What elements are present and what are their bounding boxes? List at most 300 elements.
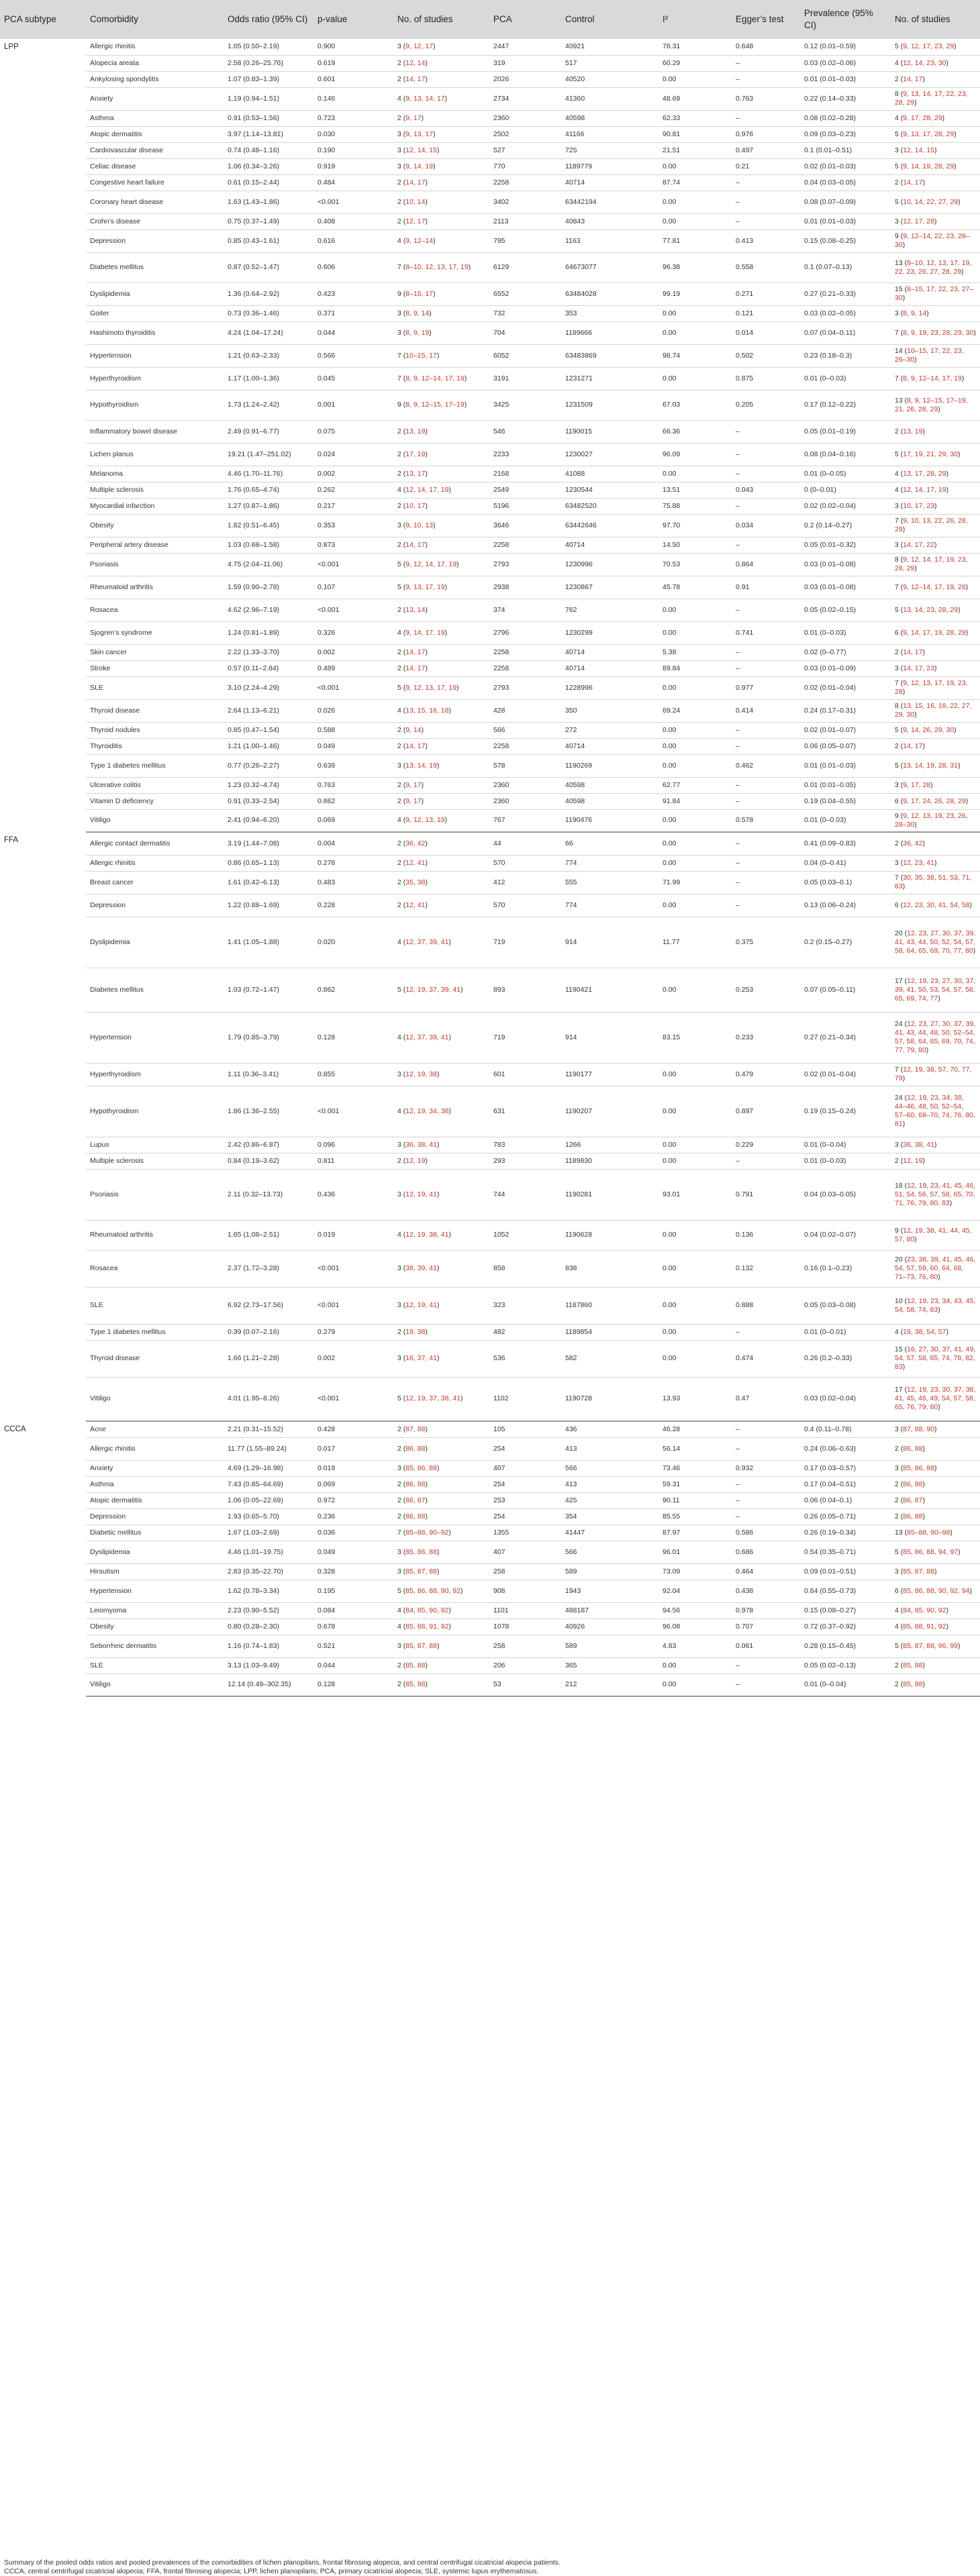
- study-count: 2: [397, 1444, 401, 1453]
- prevalence-cell: 0.01 (0–0.04): [800, 1673, 891, 1696]
- odds-ratio-cell: 4.46 (1.70–11.76): [224, 466, 313, 482]
- table-row: [0, 191, 980, 213]
- i2-cell: 0.00: [658, 71, 732, 87]
- prevalence-studies-cell: 9 (9, 12, 13, 19, 23, 26, 28–30): [891, 809, 980, 832]
- control-count-cell: 1230996: [561, 553, 658, 576]
- prevalence-studies-cell: 24 (12, 23, 27, 30, 37, 39, 41, 43, 44, 48, 50, 52–54, 57, 58, 64, 65, 69, 70, 74, 77, 79, 80): [891, 1012, 980, 1063]
- table-row: [0, 644, 980, 660]
- pca-count-cell: 428: [489, 699, 561, 722]
- study-count: 15: [895, 1345, 903, 1353]
- p-value-cell: 0.278: [313, 855, 393, 871]
- study-count: 6: [895, 796, 899, 805]
- control-count-cell: 566: [561, 1541, 658, 1563]
- pca-count-cell: 546: [489, 420, 561, 443]
- study-references: 9, 14, 26, 29, 30: [903, 725, 954, 734]
- study-count: 4: [397, 1231, 401, 1239]
- study-references: 12, 41: [405, 858, 426, 867]
- study-references: 12, 19, 23, 27, 30, 37, 39, 41, 50, 53, 54, 57, 58, 65, 69, 74, 77: [895, 976, 976, 1002]
- p-value-cell: 0.483: [313, 871, 393, 894]
- pca-count-cell: 578: [489, 754, 561, 777]
- study-references: 14, 17: [405, 540, 426, 549]
- pca-count-cell: 536: [489, 1340, 561, 1377]
- pca-count-cell: 704: [489, 321, 561, 344]
- i2-cell: 0.00: [658, 1324, 732, 1340]
- control-count-cell: 365: [561, 1657, 658, 1673]
- prevalence-studies-cell: 13 (8, 9, 12–15, 17–19, 21, 26, 28, 29): [891, 390, 980, 420]
- comorbidity-cell: Goiter: [86, 305, 224, 321]
- pca-count-cell: 258: [489, 1635, 561, 1657]
- i2-cell: 11.77: [658, 917, 732, 968]
- study-references: 9, 12, 17: [405, 42, 434, 51]
- p-value-cell: 0.044: [313, 1657, 393, 1673]
- study-references: 85, 87, 88: [405, 1567, 437, 1576]
- comorbidity-cell: Type 1 diabetes mellitus: [86, 754, 224, 777]
- pca-count-cell: 601: [489, 1063, 561, 1086]
- comorbidity-cell: Inflammatory bowel disease: [86, 420, 224, 443]
- control-count-cell: 1163: [561, 229, 658, 252]
- i2-cell: 0.00: [658, 754, 732, 777]
- study-references: 9, 12, 14, 17, 19, 23, 28, 29: [895, 556, 968, 572]
- control-count-cell: 1230299: [561, 621, 658, 644]
- control-count-cell: 555: [561, 871, 658, 894]
- pca-count-cell: 2168: [489, 466, 561, 482]
- i2-cell: 83.15: [658, 1012, 732, 1063]
- odds-ratio-cell: 1.73 (1.24–2.42): [224, 390, 313, 420]
- study-count: 4: [397, 236, 401, 245]
- studies-cell: 2 (9, 17): [393, 793, 489, 809]
- study-references: 9, 14, 17, 19: [405, 628, 445, 637]
- table-row: [0, 917, 980, 968]
- study-references: 8, 9, 12–15, 17–19, 21, 26, 28, 29: [895, 396, 968, 413]
- comorbidity-cell: Obesity: [86, 1618, 224, 1635]
- odds-ratio-cell: 0.77 (0.26–2.27): [224, 754, 313, 777]
- egger-test-cell: –: [732, 1437, 800, 1460]
- prevalence-studies-cell: 3 (9, 17, 28): [891, 777, 980, 793]
- egger-test-cell: –: [732, 1673, 800, 1696]
- studies-cell: 2 (13, 17): [393, 466, 489, 482]
- prevalence-cell: 0.01 (0–0.05): [800, 466, 891, 482]
- table-row: [0, 142, 980, 158]
- prevalence-studies-cell: 4 (13, 17, 28, 29): [891, 466, 980, 482]
- studies-cell: 3 (36, 38, 41): [393, 1137, 489, 1153]
- pca-count-cell: 2233: [489, 443, 561, 466]
- control-count-cell: 413: [561, 1476, 658, 1492]
- p-value-cell: 0.017: [313, 1437, 393, 1460]
- study-references: 12, 17, 28: [903, 217, 934, 225]
- prevalence-studies-cell: 3 (85, 86, 88): [891, 1460, 980, 1476]
- study-references: 10, 14, 22, 27, 29: [903, 197, 958, 206]
- pca-count-cell: 2502: [489, 126, 561, 142]
- odds-ratio-cell: 12.14 (0.49–302.35): [224, 1673, 313, 1696]
- pca-count-cell: 6129: [489, 252, 561, 282]
- study-references: 36, 38, 41: [903, 1140, 934, 1149]
- study-count: 2: [397, 217, 401, 225]
- control-count-cell: 436: [561, 1421, 658, 1437]
- table-row: [0, 553, 980, 576]
- i2-cell: 62.77: [658, 777, 732, 793]
- study-references: 85, 88: [903, 1680, 923, 1689]
- p-value-cell: 0.408: [313, 213, 393, 229]
- control-count-cell: 582: [561, 1340, 658, 1377]
- study-count: 2: [397, 878, 401, 886]
- prevalence-cell: 0.02 (0.01–0.07): [800, 722, 891, 738]
- pca-count-cell: 2793: [489, 676, 561, 699]
- table-row: [0, 1153, 980, 1169]
- egger-test-cell: 0.132: [732, 1250, 800, 1287]
- control-count-cell: 914: [561, 1012, 658, 1063]
- p-value-cell: 0.900: [313, 39, 393, 55]
- table-row: [0, 1063, 980, 1086]
- odds-ratio-cell: 11.77 (1.55–89.24): [224, 1437, 313, 1460]
- studies-cell: 4 (9, 13, 14, 17): [393, 87, 489, 110]
- table-row: [0, 1602, 980, 1618]
- odds-ratio-cell: 1.36 (0.64–2.92): [224, 282, 313, 305]
- i2-cell: 67.03: [658, 390, 732, 420]
- egger-test-cell: –: [732, 894, 800, 917]
- study-count: 20: [895, 1255, 903, 1264]
- control-count-cell: 1189830: [561, 1153, 658, 1169]
- study-count: 4: [895, 1622, 899, 1631]
- egger-test-cell: –: [732, 599, 800, 621]
- prevalence-cell: 0.03 (0.02–0.05): [800, 305, 891, 321]
- study-count: 2: [397, 197, 401, 206]
- table-row: [0, 498, 980, 514]
- control-count-cell: 1230544: [561, 482, 658, 498]
- comorbidity-cell: Skin cancer: [86, 644, 224, 660]
- p-value-cell: 0.489: [313, 660, 393, 676]
- study-references: 13, 14, 23, 28, 29: [903, 605, 958, 614]
- comorbidity-cell: Obesity: [86, 514, 224, 537]
- comorbidity-cell: Depression: [86, 1508, 224, 1525]
- study-count: 7: [895, 874, 899, 882]
- studies-cell: 3 (85, 87, 88): [393, 1635, 489, 1657]
- p-value-cell: 0.811: [313, 1153, 393, 1169]
- i2-cell: 66.36: [658, 420, 732, 443]
- study-count: 2: [397, 1661, 401, 1669]
- pca-count-cell: 6552: [489, 282, 561, 305]
- study-count: 4: [895, 58, 899, 67]
- table-row: [0, 1618, 980, 1635]
- pca-count-cell: 1052: [489, 1220, 561, 1250]
- comorbidity-cell: Thyroiditis: [86, 738, 224, 754]
- table-row: [0, 1137, 980, 1153]
- study-count: 4: [397, 937, 401, 946]
- study-references: 13, 14, 19, 28, 31: [903, 761, 958, 770]
- control-count-cell: 413: [561, 1437, 658, 1460]
- subtype-cell: FFA: [4, 836, 19, 844]
- prevalence-cell: 0.01 (0–0.03): [800, 367, 891, 390]
- i2-cell: 89.84: [658, 660, 732, 676]
- studies-cell: 2 (14, 17): [393, 738, 489, 754]
- p-value-cell: 0.019: [313, 1220, 393, 1250]
- study-count: 2: [895, 1444, 899, 1453]
- study-references: 14, 17: [903, 648, 923, 656]
- study-count: 2: [895, 1156, 899, 1165]
- study-count: 2: [397, 1480, 401, 1488]
- egger-test-cell: 0.479: [732, 1063, 800, 1086]
- study-count: 3: [397, 162, 401, 170]
- prevalence-studies-cell: 3 (10, 17, 23): [891, 498, 980, 514]
- studies-cell: 3 (9, 14, 19): [393, 158, 489, 174]
- study-references: 12, 19: [405, 1156, 426, 1165]
- prevalence-cell: 0.02 (0.01–0.03): [800, 158, 891, 174]
- odds-ratio-cell: 4.46 (1.01–19.75): [224, 1541, 313, 1563]
- prevalence-cell: 0.02 (0.02–0.04): [800, 498, 891, 514]
- study-count: 2: [397, 839, 401, 847]
- i2-cell: 5.38: [658, 644, 732, 660]
- study-references: 12, 14, 17, 19: [903, 485, 946, 494]
- prevalence-cell: 0.05 (0.03–0.1): [800, 871, 891, 894]
- study-references: 35, 38: [405, 878, 426, 886]
- study-references: 19, 38: [405, 1327, 426, 1336]
- study-references: 14, 17: [405, 741, 426, 750]
- pca-count-cell: 908: [489, 1580, 561, 1602]
- odds-ratio-cell: 2.58 (0.26–25.76): [224, 55, 313, 71]
- study-references: 85, 88: [903, 1661, 923, 1669]
- control-count-cell: 1187860: [561, 1287, 658, 1324]
- prevalence-studies-cell: 9 (12, 19, 38, 41, 44, 45, 57, 80): [891, 1220, 980, 1250]
- control-count-cell: 488187: [561, 1602, 658, 1618]
- prevalence-studies-cell: 6 (9, 14, 17, 19, 28, 29): [891, 621, 980, 644]
- study-count: 2: [397, 540, 401, 549]
- odds-ratio-cell: 0.80 (0.28–2.30): [224, 1618, 313, 1635]
- comorbidity-cell: Myocardial infarction: [86, 498, 224, 514]
- egger-test-cell: 0.586: [732, 1525, 800, 1541]
- control-count-cell: 40598: [561, 110, 658, 126]
- study-count: 7: [895, 374, 899, 382]
- control-count-cell: 41447: [561, 1525, 658, 1541]
- egger-test-cell: –: [732, 498, 800, 514]
- study-references: 9, 17: [405, 780, 422, 789]
- study-references: 86, 88: [405, 1512, 426, 1521]
- pca-count-cell: 3402: [489, 191, 561, 213]
- study-references: 85–88, 90–98: [907, 1528, 950, 1537]
- study-count: 3: [397, 42, 401, 51]
- study-references: 86, 88: [903, 1480, 923, 1488]
- i2-cell: 48.69: [658, 87, 732, 110]
- study-count: 4: [895, 113, 899, 122]
- table-row: [0, 482, 980, 498]
- study-count: 2: [397, 427, 401, 435]
- comorbidity-cell: SLE: [86, 1287, 224, 1324]
- p-value-cell: 0.566: [313, 344, 393, 367]
- col-header-studies-prevalence: No. of studies: [891, 0, 980, 39]
- study-references: 14, 17: [903, 178, 923, 187]
- study-count: 2: [397, 664, 401, 672]
- study-count: 2: [397, 58, 401, 67]
- control-count-cell: 40598: [561, 777, 658, 793]
- prevalence-studies-cell: 7 (12, 19, 38, 57, 70, 77, 79): [891, 1063, 980, 1086]
- study-count: 7: [895, 582, 899, 591]
- control-count-cell: 762: [561, 599, 658, 621]
- prevalence-cell: 0.27 (0.21–0.33): [800, 282, 891, 305]
- study-references: 12, 19, 23, 34, 38, 44–46, 48, 50, 52–54, 57–60, 68–70, 74, 76, 80, 81: [895, 1094, 975, 1128]
- egger-test-cell: 0.043: [732, 482, 800, 498]
- studies-cell: 2 (14, 17): [393, 71, 489, 87]
- studies-cell: 9 (8, 9, 12–15, 17–19): [393, 390, 489, 420]
- odds-ratio-cell: 19.21 (1.47–251.02): [224, 443, 313, 466]
- study-count: 2: [397, 725, 401, 734]
- study-references: 9, 12, 13, 17, 19, 23, 28: [895, 679, 968, 696]
- study-count: 3: [895, 309, 899, 317]
- comorbidity-cell: Congestive heart failure: [86, 174, 224, 191]
- p-value-cell: 0.236: [313, 1508, 393, 1525]
- i2-cell: 75.88: [658, 498, 732, 514]
- i2-cell: 0.00: [658, 1063, 732, 1086]
- i2-cell: 71.99: [658, 871, 732, 894]
- study-count: 2: [397, 1156, 401, 1165]
- control-count-cell: 40714: [561, 660, 658, 676]
- prevalence-cell: 0.03 (0.01–0.08): [800, 576, 891, 599]
- study-count: 7: [397, 263, 401, 271]
- prevalence-cell: 0.01 (0.01–0.03): [800, 754, 891, 777]
- prevalence-studies-cell: 9 (9, 12–14, 22, 23, 28–30): [891, 229, 980, 252]
- comorbidity-cell: Depression: [86, 229, 224, 252]
- odds-ratio-cell: 1.41 (1.05–1.88): [224, 917, 313, 968]
- table-row: [0, 420, 980, 443]
- odds-ratio-cell: 0.75 (0.37–1.49): [224, 213, 313, 229]
- prevalence-cell: 0.24 (0.06–0.63): [800, 1437, 891, 1460]
- study-references: 9, 14: [405, 725, 422, 734]
- study-references: 10, 14: [405, 197, 426, 206]
- prevalence-studies-cell: 7 (8, 9, 12–14, 17, 19): [891, 367, 980, 390]
- studies-cell: 2 (9, 14): [393, 722, 489, 738]
- i2-cell: 97.70: [658, 514, 732, 537]
- odds-ratio-cell: 1.06 (0.05–22.69): [224, 1492, 313, 1508]
- comorbidity-cell: Rosacea: [86, 599, 224, 621]
- p-value-cell: 0.371: [313, 305, 393, 321]
- odds-ratio-cell: 1.24 (0.81–1.89): [224, 621, 313, 644]
- comorbidity-cell: Thyroid nodules: [86, 722, 224, 738]
- pca-count-cell: 293: [489, 1153, 561, 1169]
- studies-cell: 2 (12, 41): [393, 855, 489, 871]
- prevalence-studies-cell: 3 (36, 38, 41): [891, 1137, 980, 1153]
- study-count: 3: [397, 309, 401, 317]
- study-count: 5: [895, 1641, 899, 1650]
- pca-count-cell: 53: [489, 1673, 561, 1696]
- studies-cell: 2 (13, 14): [393, 599, 489, 621]
- p-value-cell: 0.436: [313, 1169, 393, 1220]
- table-row: [0, 968, 980, 1012]
- pca-count-cell: 2113: [489, 213, 561, 229]
- studies-cell: 9 (8–15, 17): [393, 282, 489, 305]
- study-references: 87, 88: [405, 1425, 426, 1433]
- study-count: 5: [895, 725, 899, 734]
- study-count: 4: [397, 706, 401, 715]
- study-count: 2: [895, 839, 899, 847]
- study-count: 4: [397, 485, 401, 494]
- pca-count-cell: 570: [489, 855, 561, 871]
- i2-cell: 4.83: [658, 1635, 732, 1657]
- odds-ratio-cell: 6.92 (2.73–17.56): [224, 1287, 313, 1324]
- study-references: 36, 42: [405, 839, 426, 847]
- p-value-cell: <0.001: [313, 1250, 393, 1287]
- pca-count-cell: 1101: [489, 1602, 561, 1618]
- prevalence-cell: 0.72 (0.37–0.92): [800, 1618, 891, 1635]
- odds-ratio-cell: 1.76 (0.65–4.74): [224, 482, 313, 498]
- table-row: [0, 660, 980, 676]
- control-count-cell: 40714: [561, 738, 658, 754]
- prevalence-cell: 0.19 (0.04–0.55): [800, 793, 891, 809]
- study-count: 24: [895, 1094, 903, 1102]
- pca-count-cell: 2549: [489, 482, 561, 498]
- study-count: 3: [895, 1425, 899, 1433]
- study-references: 14, 17, 23: [903, 664, 934, 672]
- study-count: 13: [895, 1528, 903, 1537]
- control-count-cell: 40520: [561, 71, 658, 87]
- comorbidity-cell: Rheumatoid arthritis: [86, 1220, 224, 1250]
- egger-test-cell: 0.741: [732, 621, 800, 644]
- study-references: 86, 88: [903, 1512, 923, 1521]
- p-value-cell: 0.588: [313, 722, 393, 738]
- i2-cell: 77.81: [658, 229, 732, 252]
- table-row: [0, 1673, 980, 1696]
- pca-count-cell: 407: [489, 1541, 561, 1563]
- control-count-cell: 63482520: [561, 498, 658, 514]
- prevalence-studies-cell: 7 (30, 35, 38, 51, 53, 71, 83): [891, 871, 980, 894]
- table-row: [0, 466, 980, 482]
- p-value-cell: 0.036: [313, 1525, 393, 1541]
- comorbidity-cell: Allergic rhinitis: [86, 855, 224, 871]
- p-value-cell: <0.001: [313, 553, 393, 576]
- comorbidity-cell: Anxiety: [86, 1460, 224, 1476]
- comorbidity-cell: Hypertension: [86, 1012, 224, 1063]
- studies-cell: 2 (87, 88): [393, 1421, 489, 1437]
- i2-cell: 46.28: [658, 1421, 732, 1437]
- odds-ratio-cell: 3.13 (1.03–9.49): [224, 1657, 313, 1673]
- prevalence-cell: 0.12 (0.01–0.59): [800, 39, 891, 55]
- studies-cell: 2 (85, 88): [393, 1657, 489, 1673]
- study-count: 5: [397, 1586, 401, 1595]
- study-count: 3: [895, 146, 899, 154]
- prevalence-studies-cell: 3 (14, 17, 23): [891, 660, 980, 676]
- i2-cell: 0.00: [658, 621, 732, 644]
- comorbidity-cell: Cardiovascular disease: [86, 142, 224, 158]
- prevalence-studies-cell: 2 (36, 42): [891, 832, 980, 855]
- comorbidity-cell: Hyperthyroidism: [86, 367, 224, 390]
- i2-cell: 87.74: [658, 174, 732, 191]
- study-references: 9, 12, 13, 19: [405, 816, 445, 825]
- pca-count-cell: 767: [489, 809, 561, 832]
- p-value-cell: <0.001: [313, 191, 393, 213]
- i2-cell: 73.46: [658, 1460, 732, 1476]
- control-count-cell: 838: [561, 1250, 658, 1287]
- pca-count-cell: 3191: [489, 367, 561, 390]
- study-references: 9, 12, 17, 23, 29: [903, 42, 954, 51]
- p-value-cell: 0.004: [313, 832, 393, 855]
- study-references: 12, 19, 23, 30, 37, 38, 41, 45, 46, 49, 54, 57, 58, 65, 76, 79, 80: [895, 1386, 976, 1412]
- study-references: 12, 19, 41: [405, 1190, 437, 1198]
- control-count-cell: 40598: [561, 793, 658, 809]
- control-count-cell: 40714: [561, 644, 658, 660]
- egger-test-cell: 0.648: [732, 39, 800, 55]
- p-value-cell: 0.606: [313, 252, 393, 282]
- control-count-cell: 40843: [561, 213, 658, 229]
- table-row: [0, 1563, 980, 1580]
- table-row: [0, 174, 980, 191]
- comorbidity-cell: Hypertension: [86, 344, 224, 367]
- prevalence-cell: 0.09 (0.01–0.51): [800, 1563, 891, 1580]
- study-references: 13, 19: [405, 427, 426, 435]
- i2-cell: 96.38: [658, 252, 732, 282]
- table-row: [0, 832, 980, 855]
- table-row: [0, 1635, 980, 1657]
- study-count: 3: [397, 1190, 401, 1198]
- odds-ratio-cell: 1.06 (0.34–3.26): [224, 158, 313, 174]
- egger-test-cell: –: [732, 871, 800, 894]
- subtype-cell: LPP: [4, 43, 19, 51]
- comorbidity-cell: Celiac disease: [86, 158, 224, 174]
